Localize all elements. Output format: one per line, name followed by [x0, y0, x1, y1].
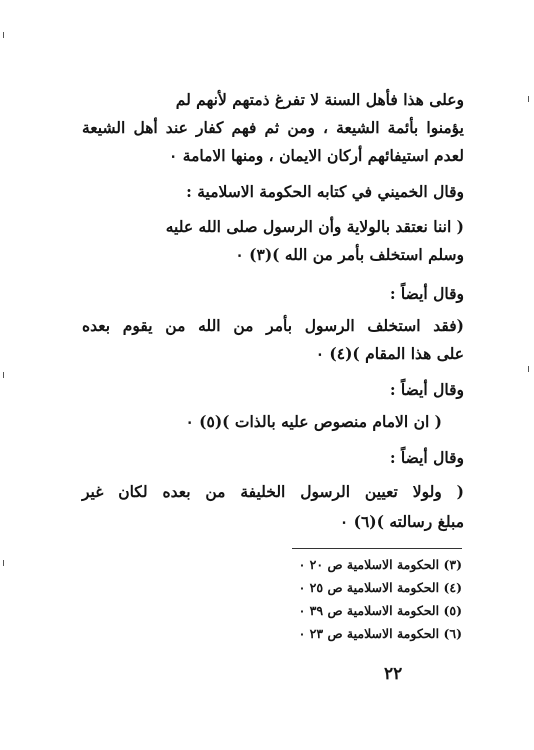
body-line-13: ( ولولا تعيين الرسول الخليفة من بعده لكان غير — [82, 482, 464, 501]
footnote-3: (٣) الحكومة الاسلامية ص ٢٠ ٠ — [298, 557, 462, 572]
body-line-12: وقال أيضاً : — [389, 448, 464, 467]
footnote-4: (٤) الحكومة الاسلامية ص ٢٥ ٠ — [298, 580, 462, 595]
body-line-1: وعلى هذا فأهل السنة لا تفرغ ذمتهم لأنهم لم — [175, 90, 464, 109]
scan-mark — [3, 32, 4, 38]
body-line-5: ( اننا نعتقد بالولاية وأن الرسول صلى الله عليه — [165, 217, 464, 236]
footnote-6: (٦) الحكومة الاسلامية ص ٢٣ ٠ — [298, 626, 462, 641]
body-line-3: لعدم استيفائهم أركان الايمان ، ومنها الامامة ٠ — [169, 146, 464, 165]
body-line-2: يؤمنوا بأئمة الشيعة ، ومن ثم فهم كفار عند أهل الشيعة — [82, 118, 464, 137]
page-number: ٢٢ — [384, 664, 403, 684]
body-line-10: وقال أيضاً : — [389, 380, 464, 399]
scan-mark — [528, 96, 529, 102]
body-line-8: (فقد استخلف الرسول بأمر من الله من يقوم بعده — [82, 316, 464, 335]
body-line-7: وقال أيضاً : — [389, 284, 464, 303]
body-line-11: ( ان الامام منصوص عليه بالذات )(٥) ٠ — [185, 412, 442, 431]
scan-mark — [3, 372, 4, 378]
body-line-6: وسلم استخلف بأمر من الله )(٣) ٠ — [235, 245, 464, 264]
body-line-4: وقال الخميني في كتابه الحكومة الاسلامية : — [186, 182, 464, 201]
scan-mark — [3, 560, 4, 566]
body-line-9: على هذا المقام )(٤) ٠ — [315, 344, 464, 363]
body-line-14: مبلغ رسالته )(٦) ٠ — [339, 512, 464, 531]
scan-mark — [528, 366, 529, 372]
footnote-5: (٥) الحكومة الاسلامية ص ٣٩ ٠ — [298, 603, 462, 618]
footnote-divider — [292, 548, 462, 549]
